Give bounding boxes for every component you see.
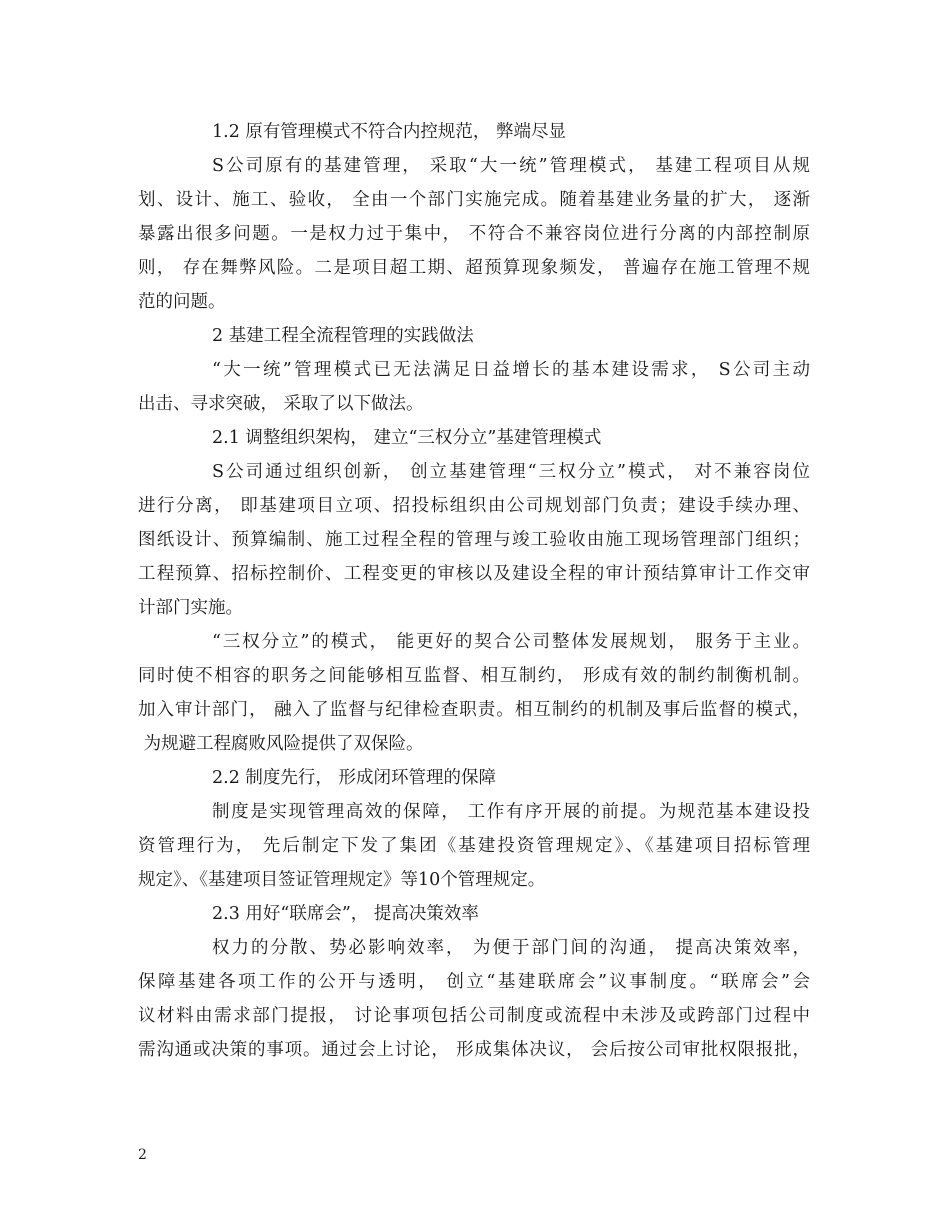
paragraph-line: 加入审计部门， 融入了监督与纪律检查职责。相互制约的机制及事后监督的模式， (138, 700, 810, 720)
paragraph-line: 议材料由需求部门提报， 讨论事项包括公司制度或流程中未涉及或跨部门过程中 (138, 1006, 810, 1026)
paragraph-line: 则， 存在舞弊风险。二是项目超工期、超预算现象频发， 普遍存在施工管理不规 (138, 258, 810, 278)
section-heading-2: 2 基建工程全流程管理的实践做法 (212, 326, 474, 346)
section-heading-2-1: 2.1 调整组织架构， 建立“三权分立”基建管理模式 (212, 428, 602, 448)
section-heading-2-3: 2.3 用好“联席会”， 提高决策效率 (212, 904, 479, 924)
paragraph-line: 计部门实施。 (138, 598, 243, 618)
paragraph-line: “三权分立”的模式， 能更好的契合公司整体发展规划， 服务于主业。 (212, 632, 810, 652)
paragraph-line: 为规避工程腐败风险提供了双保险。 (138, 734, 424, 754)
paragraph-line: 出击、寻求突破， 采取了以下做法。 (138, 394, 424, 414)
paragraph-line: 暴露出很多问题。一是权力过于集中， 不符合不兼容岗位进行分离的内部控制原 (138, 224, 810, 244)
paragraph-line: 工程预算、招标控制价、工程变更的审核以及建设全程的审计预结算审计工作交审 (138, 564, 810, 584)
paragraph-line: 划、设计、施工、验收， 全由一个部门实施完成。随着基建业务量的扩大， 逐渐 (138, 190, 810, 210)
paragraph-line: “大一统”管理模式已无法满足日益增长的基本建设需求， S公司主动 (212, 360, 810, 380)
paragraph-line: 需沟通或决策的事项。通过会上讨论， 形成集体决议， 会后按公司审批权限报批， (138, 1040, 810, 1060)
page-number: 2 (138, 1147, 147, 1163)
paragraph-line: 进行分离， 即基建项目立项、招投标组织由公司规划部门负责；建设手续办理、 (138, 496, 810, 516)
paragraph-line: 范的问题。 (138, 292, 226, 312)
paragraph-line: S公司通过组织创新， 创立基建管理“三权分立”模式， 对不兼容岗位 (212, 462, 810, 482)
paragraph-line: 规定》、《基建项目签证管理规定》等10个管理规定。 (138, 870, 546, 890)
paragraph-line: S公司原有的基建管理， 采取“大一统”管理模式， 基建工程项目从规 (212, 156, 810, 176)
paragraph-line: 权力的分散、势必影响效率， 为便于部门间的沟通， 提高决策效率， (212, 938, 810, 958)
paragraph-line: 同时使不相容的职务之间能够相互监督、相互制约， 形成有效的制约制衡机制。 (138, 666, 810, 686)
paragraph-line: 资管理行为， 先后制定下发了集团《基建投资管理规定》、《基建项目招标管理 (138, 836, 810, 856)
paragraph-line: 保障基建各项工作的公开与透明， 创立“基建联席会”议事制度。“联席会”会 (138, 972, 810, 992)
paragraph-line: 图纸设计、预算编制、施工过程全程的管理与竣工验收由施工现场管理部门组织； (138, 530, 810, 550)
section-heading-1-2: 1.2 原有管理模式不符合内控规范， 弊端尽显 (212, 122, 566, 142)
section-heading-2-2: 2.2 制度先行， 形成闭环管理的保障 (212, 768, 496, 788)
paragraph-line: 制度是实现管理高效的保障， 工作有序开展的前提。为规范基本建设投 (212, 802, 810, 822)
